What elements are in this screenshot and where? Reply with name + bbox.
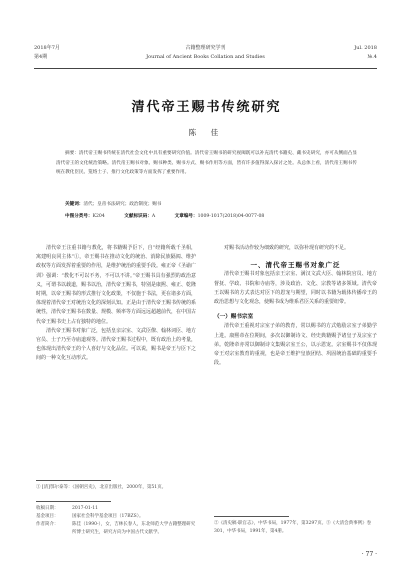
header-issue-date <box>34 44 60 62</box>
body-paragraph: 清代帝王赐书对象广泛，包括皇亲宗室、文武臣僚、翰林词臣、地方官员、士子乃至寺庙道观等。清代帝王赐书过程中，既有政治上的考量，也体现出清代帝王的个人喜好与文化品位。可以说，赐书是帝王与臣下之间的一种文化互动形式。 <box>36 327 197 362</box>
header-date-en: Jul. 2018 <box>354 45 377 51</box>
body-paragraph: 清代帝王重视对宗室子弟的教育，常以赐书的方式勉励宗室子弟勤学上进。康熙帝在位期间，多次以御制诗文、经史典籍赐予诸皇子及宗室子弟。乾隆帝亦常以御制诗文集赐宗室王公，以示恩宠。宗室赐书不仅体现帝王对宗室教育的重视，也是帝王维护皇族团结、巩固统治基础的重要手段。 <box>214 323 377 367</box>
article-id-value: 1009-1017(2018)04-0077-08 <box>197 214 265 219</box>
received-label: 收稿日期： <box>36 506 59 511</box>
received-value: 2017-01-11 <box>72 506 98 511</box>
footnote-divider <box>36 480 111 481</box>
subsection-heading: （一）赐书宗室 <box>214 314 254 321</box>
author-bio-label: 作者简介： <box>36 522 59 527</box>
keywords <box>65 201 357 209</box>
article-author: 陈 佳 <box>188 128 225 137</box>
header-journal <box>114 44 297 62</box>
author-bio-value: 陈佳（1990-），女，吉林长春人，东北师范大学古籍整理研究所博士研究生，研究方向为中国古代文献学。 <box>72 522 196 535</box>
page-number: · 77 · <box>361 551 377 558</box>
article-id-label: 文章编号： <box>174 214 198 219</box>
author-bio-row <box>36 521 196 537</box>
running-header <box>34 44 377 68</box>
doc-code-label: 文献标识码： <box>124 214 152 219</box>
received-date-row <box>36 505 196 513</box>
doc-code-value: A <box>151 214 156 219</box>
document-code <box>124 214 155 219</box>
body-paragraph: 清代帝王赐书对象包括亲王宗室、满汉文武大臣、翰林院官员、地方督抚、学政、书院和寺庙等，涉及政治、文化、宗教等诸多领域。清代帝王以赐书的方式表达对臣下的恩宠与期望，同时以书籍为载体传播帝王的政治思想与文化观念，使赐书成为维系君臣关系的重要纽带。 <box>214 271 377 306</box>
header-issue: 第4期 <box>34 54 48 60</box>
abstract: 摘要：清代帝王赐书传统在清代社会文化中具有重要研究价值。清代帝王赐书的研究视阈既可以补充清代书籍史、藏书史研究，亦可从侧面凸显清代帝王的文化统治策略。清代帝王赐书对象、赐书种类、赐书方式、赐书作用等方面，皆有许多值得深入探讨之处。从总体上看，清代帝王赐书传统在教化臣民、笼络士子、推行文化政策等方面发挥了重要作用。 <box>56 151 357 176</box>
footnote-right: ②《清史稿·职官志》，中华书局，1977年，第3297页。③《大清会典事例》卷301，中华书局，1991年，第4册。 <box>214 521 372 534</box>
footnote-divider-right <box>214 516 289 517</box>
header-date: 2018年7月 <box>34 45 60 51</box>
right-column <box>214 244 377 368</box>
funding-label: 基金项目： <box>36 514 59 519</box>
body-paragraph: 对赐书活动作较为细致的研究，以弥补现有研究的不足。 <box>224 245 350 251</box>
meta-divider <box>36 501 111 502</box>
journal-name-cn: 古籍整理研究学刊 <box>185 45 226 51</box>
article-title: 清代帝王赐书传统研究 <box>131 100 282 115</box>
clc-value: K204 <box>92 214 105 219</box>
funding-value: 国家社会科学基金项目（17BZS）。 <box>72 514 144 519</box>
keywords-label: 关键词： <box>65 202 84 207</box>
article-meta <box>36 505 196 537</box>
section-heading: 一、清代帝王赐书对象广泛 <box>250 261 341 270</box>
footnote-left: ① [清]鄂尔泰等：《国朝宫史》，北京出版社，2000年，第51页。 <box>36 485 167 490</box>
header-issue-en <box>354 44 377 62</box>
header-divider <box>34 68 377 69</box>
keywords-text: 清代；皇帝书法研究；政治制度；赐书 <box>83 202 162 207</box>
article-id <box>175 214 265 219</box>
header-number-en: №.4 <box>367 54 377 60</box>
classification-row <box>65 213 357 221</box>
body-paragraph: 清代帝王注重书籍与教化，将书籍赐予臣下，自“经籍所载千圣相，寓建明良同主体”①，帝王赐书在推动文化的统治、消除民族隔阂、维护政权等方面发挥着重要的作用，是维护统治的重要手段。雍正帝《圣谕广训》强调：“教化不可以不务，不可以不讲。”帝王赐书具有强烈的政治意义，可谓书以载道，赐书以治，清代帝王赐书，特别是康熙、雍正、乾隆时期，以帝王赐书的形式推行文化政策，不仅施于书法，更在诸多方面，体现着清代帝王对统治文化的深刻认知。正是由于清代帝王赐书传统的系统性，清代帝王赐书在数量、规模、频率等方面远远超越前代，在中国古代帝王赐书史上占有独特的地位。 <box>36 245 197 325</box>
left-column <box>36 244 196 364</box>
clc-label: 中图分类号： <box>65 214 93 219</box>
journal-name-en: Journal of Ancient Books Collation and Studies <box>146 54 265 60</box>
funding-row <box>36 513 196 521</box>
clc-number <box>65 214 105 219</box>
